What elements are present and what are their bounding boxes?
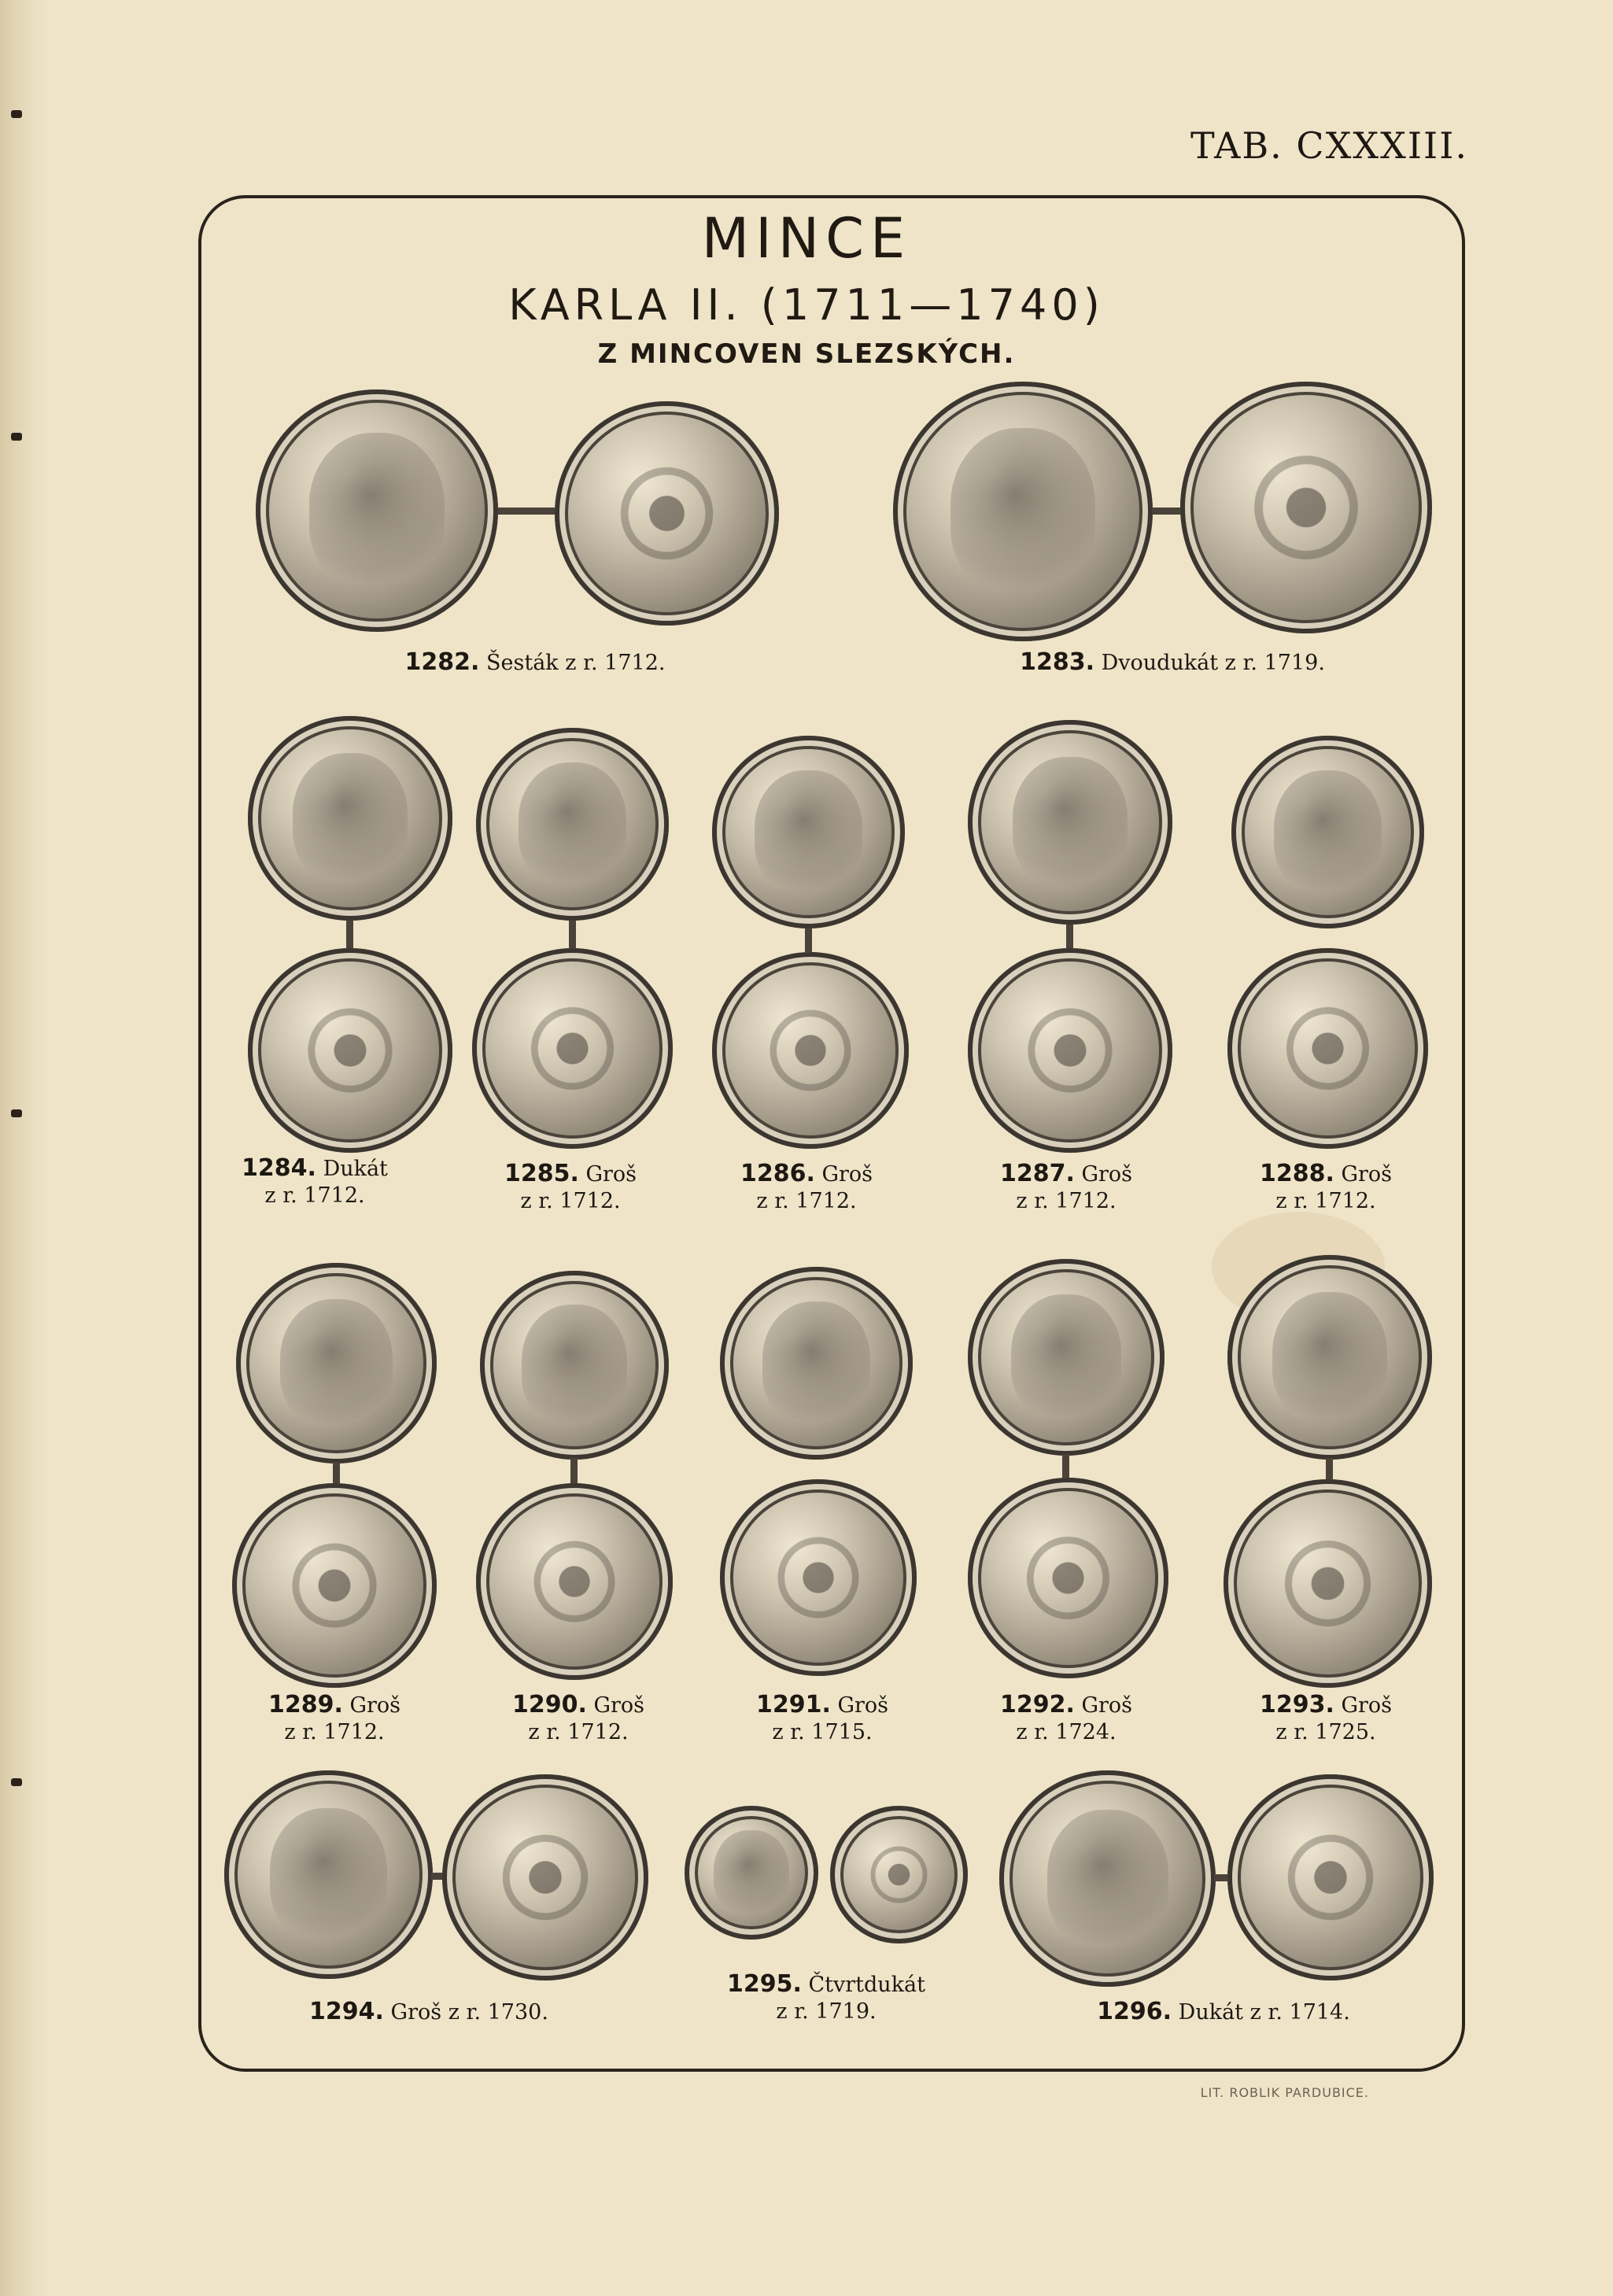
- caption-number: 1291.: [755, 1691, 831, 1718]
- caption-number: 1293.: [1259, 1691, 1334, 1718]
- caption-line1: Groš: [593, 1693, 645, 1718]
- caption-1288: [1243, 1161, 1408, 1215]
- caption-line2: z r. 1712.: [520, 1189, 621, 1213]
- caption-line1: Groš: [585, 1162, 637, 1187]
- coin-1287-reverse: [968, 948, 1172, 1153]
- coin-connector: [805, 928, 812, 952]
- caption-1283: [984, 649, 1361, 677]
- caption-line1: Groš: [837, 1693, 889, 1718]
- caption-number: 1283.: [1020, 648, 1094, 676]
- caption-number: 1282.: [404, 648, 480, 676]
- coin-1283-obverse: [893, 382, 1153, 641]
- caption-1289: [252, 1692, 417, 1746]
- coin-1296-reverse: [1227, 1774, 1434, 1980]
- coin-connector: [333, 1462, 340, 1486]
- caption-1286: [724, 1161, 889, 1215]
- caption-1295: [700, 1971, 952, 2025]
- coin-1295-obverse: [685, 1806, 818, 1940]
- caption-number: 1292.: [999, 1691, 1075, 1718]
- coin-1283-reverse: [1180, 382, 1432, 633]
- caption-line1: Groš: [1081, 1162, 1133, 1187]
- coin-connector: [1066, 925, 1073, 951]
- plate-subtitle-mints: Z MINCOVEN SLEZSKÝCH.: [597, 338, 1016, 370]
- coin-1289-obverse: [236, 1263, 437, 1464]
- plate-subtitle: KARLA II. (1711—1740): [508, 280, 1105, 330]
- coin-1294-obverse: [224, 1770, 433, 1979]
- caption-line1: Groš: [821, 1162, 873, 1187]
- caption-line2: z r. 1712.: [756, 1189, 857, 1213]
- coin-connector: [346, 921, 353, 949]
- caption-number: 1289.: [268, 1691, 343, 1718]
- caption-line1: Dukát: [323, 1157, 388, 1181]
- binding-mark: [11, 110, 22, 118]
- caption-number: 1288.: [1259, 1160, 1334, 1187]
- caption-1287: [984, 1161, 1149, 1215]
- binding-mark: [11, 433, 22, 441]
- coin-1288-obverse: [1231, 736, 1424, 928]
- binding-mark: [11, 1109, 22, 1117]
- coin-1287-obverse: [968, 720, 1172, 925]
- coin-connector: [569, 921, 576, 949]
- coin-1292-obverse: [968, 1259, 1165, 1456]
- binding-mark: [11, 1778, 22, 1786]
- caption-line2: z r. 1725.: [1275, 1720, 1376, 1744]
- plate-title: MINCE: [701, 206, 912, 271]
- caption-1282: [370, 649, 700, 677]
- caption-1285: [488, 1161, 653, 1215]
- caption-text: Groš z r. 1730.: [390, 2000, 548, 2025]
- coin-connector: [570, 1458, 578, 1485]
- caption-1291: [740, 1692, 905, 1746]
- coin-1286-obverse: [712, 736, 905, 928]
- coin-1296-obverse: [999, 1770, 1216, 1987]
- caption-line2: z r. 1715.: [772, 1720, 873, 1744]
- coin-1291-reverse: [720, 1479, 917, 1676]
- coin-1291-obverse: [720, 1267, 913, 1460]
- caption-1296: [1070, 1999, 1377, 2026]
- caption-text: Šesták z r. 1712.: [486, 651, 666, 675]
- caption-number: 1284.: [242, 1154, 316, 1182]
- caption-number: 1285.: [504, 1160, 579, 1187]
- caption-line2: z r. 1712.: [1016, 1189, 1117, 1213]
- coin-1286-reverse: [712, 952, 909, 1149]
- coin-1290-obverse: [480, 1271, 669, 1460]
- caption-number: 1287.: [999, 1160, 1075, 1187]
- caption-text: Dukát z r. 1714.: [1178, 2000, 1350, 2025]
- coin-1282-obverse: [256, 389, 498, 632]
- caption-text: Dvoudukát z r. 1719.: [1101, 651, 1325, 675]
- caption-1294: [275, 1999, 582, 2026]
- caption-line2: z r. 1712.: [1275, 1189, 1376, 1213]
- caption-1284: [236, 1155, 393, 1209]
- caption-number: 1296.: [1097, 1998, 1172, 2025]
- caption-number: 1295.: [727, 1970, 802, 1998]
- caption-line2: z r. 1724.: [1016, 1720, 1117, 1744]
- caption-line2: z r. 1719.: [776, 1999, 877, 2024]
- coin-1282-reverse: [555, 401, 779, 626]
- caption-line2: z r. 1712.: [284, 1720, 385, 1744]
- coin-1285-obverse: [476, 728, 669, 921]
- caption-number: 1286.: [740, 1160, 815, 1187]
- coin-1295-reverse: [830, 1806, 968, 1943]
- coin-1285-reverse: [472, 948, 673, 1149]
- caption-number: 1290.: [511, 1691, 587, 1718]
- caption-1293: [1243, 1692, 1408, 1746]
- coin-1289-reverse: [232, 1483, 437, 1688]
- caption-line2: z r. 1712.: [528, 1720, 629, 1744]
- printer-imprint: LIT. ROBLIK PARDUBICE.: [1200, 2085, 1369, 2100]
- plate-label: TAB. CXXXIII.: [1190, 124, 1468, 167]
- coin-1293-reverse: [1224, 1479, 1432, 1688]
- caption-line1: Groš: [1081, 1693, 1133, 1718]
- coin-1294-reverse: [442, 1774, 648, 1980]
- caption-1290: [496, 1692, 661, 1746]
- caption-line1: Groš: [1341, 1693, 1393, 1718]
- coin-connector: [498, 508, 557, 515]
- coin-1284-reverse: [248, 948, 452, 1153]
- caption-line2: z r. 1712.: [264, 1183, 365, 1208]
- coin-1290-reverse: [476, 1483, 673, 1680]
- caption-line1: Groš: [1341, 1162, 1393, 1187]
- caption-number: 1294.: [309, 1998, 384, 2025]
- caption-1292: [984, 1692, 1149, 1746]
- coin-1293-obverse: [1227, 1255, 1432, 1460]
- caption-line1: Groš: [349, 1693, 401, 1718]
- coin-1284-obverse: [248, 716, 452, 921]
- coin-1288-reverse: [1227, 948, 1428, 1149]
- coin-1292-reverse: [968, 1478, 1168, 1678]
- caption-line1: Čtvrtdukát: [808, 1973, 925, 1997]
